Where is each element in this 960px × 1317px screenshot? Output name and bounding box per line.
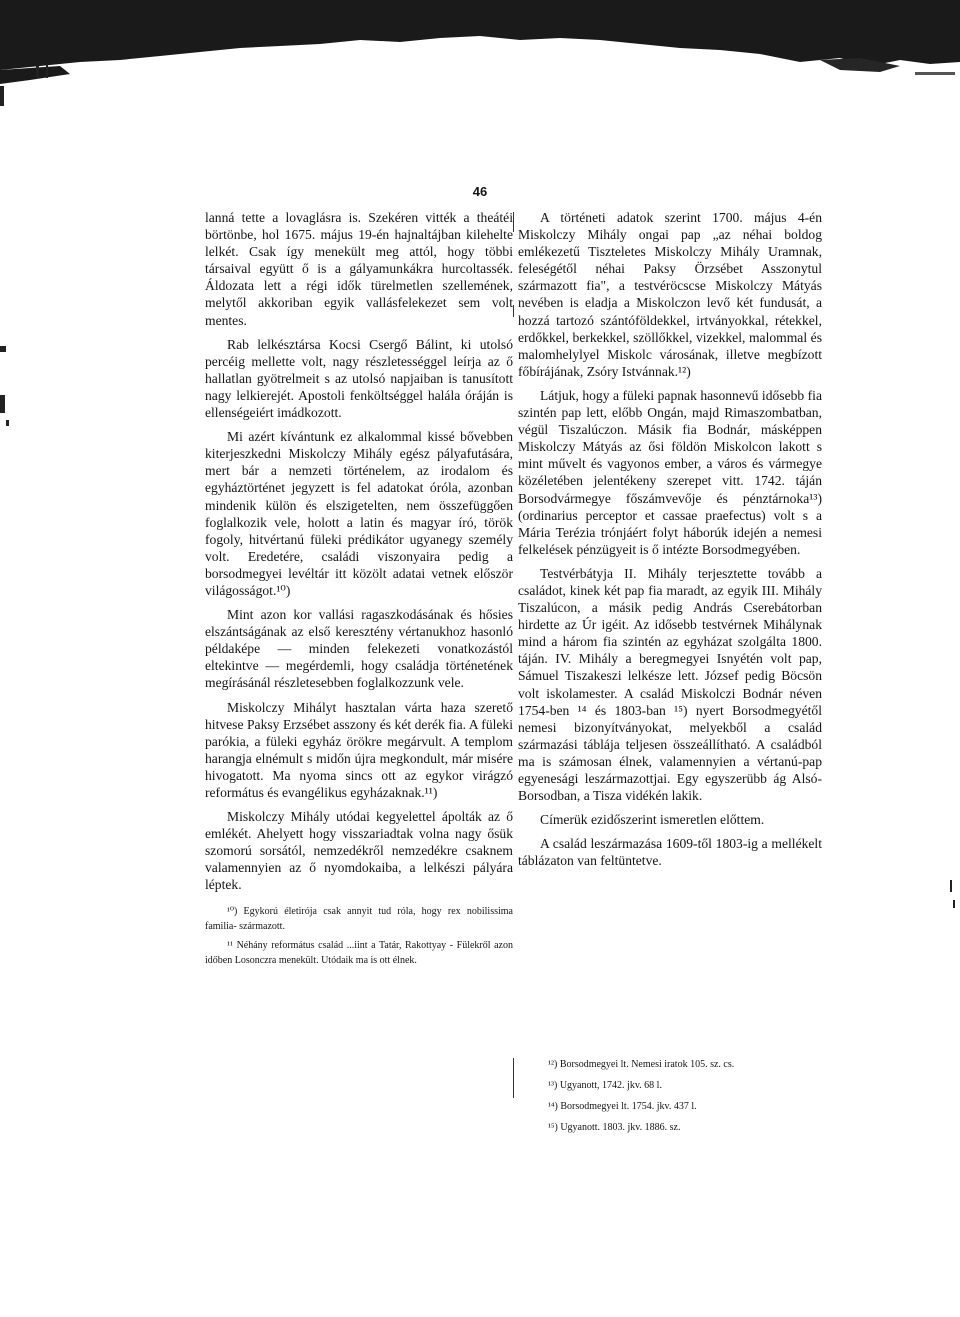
footnote-12: ¹²) Borsodmegyei lt. Nemesi iratok 105. sz. cs. xyxy=(548,1059,735,1070)
footnote-13: ¹³) Ugyanott, 1742. jkv. 68 l. xyxy=(548,1080,662,1091)
left-paragraph-3: Mi azért kívántunk ez alkalommal kissé bővebben kiterjeszkedni Miskolczy Mihály egész pályafutására, mert bár a nemzeti történelem, az irodalom és egyháztörténet jegyzett is fel adatokat óróla, azonban mindenik külön és elszigetelten, nem összefüggően foglalkozik vele, holott a latin és magyar író, török fogoly, hitvértanú füleki prédikátor ugyanegy személy volt. Eredetére, családi viszonyaira pedig a borsodmegyei levéltár itt közölt adatai vetnek először világosságot.¹⁰) xyxy=(205,429,513,598)
scan-speck xyxy=(6,420,9,426)
footnote-10: ¹⁰) Egykorú életirója csak annyit tud róla, hogy rex nobilissima familia- származott. xyxy=(205,905,513,933)
scan-speck xyxy=(950,880,952,892)
left-paragraph-2: Rab lelkésztársa Kocsi Csergő Bálint, ki utolsó percéig mellette volt, nagy részletességgel leírja az ő hallatlan gyötrelmeit s az utolsó napjaiban is tanusított nagy lelkierejét. Apostoli fenköltséggel halála óráján is ellenségeiért imádkozott. xyxy=(205,336,513,421)
footnote-15: ¹⁵) Ugyanott. 1803. jkv. 1886. sz. xyxy=(548,1122,681,1133)
left-paragraph-6: Miskolczy Mihály utódai kegyelettel ápolták az ő emlékét. Ahelyett hogy visszariadtak volna nagy ősük szomorú sorsától, nemzedékről nemzedékre csaknem valamennyien az ő nyomdokaiba, a lelkészi pályára léptek. xyxy=(205,809,513,893)
scan-border-artifact xyxy=(0,0,960,110)
right-paragraph-5: A család leszármazása 1609-től 1803-ig a mellékelt táblázaton van feltüntetve. xyxy=(518,836,822,869)
right-paragraph-3: Testvérbátyja II. Mihály terjesztette tovább a családot, kinek két pap fia maradt, az egyik III. Mihály Tiszalúcon, a másik pedig András Cserebátorban hirdette az Úr igéit. Az idősebb testvérnek Mihálynak mind a három fia szintén az egyházat szolgálta 1800. táján. IV. Mihály a beregmegyei Isnyétén volt pap, Sámuel Tiszakeszi lelkésze lett. József pedig Böcsön volt iskolamester. A család Miskolczi Bodnár néven 1754-ben ¹⁴ és 1803-ban ¹⁵) nyert Borsodmegyétől nemesi bizonyítványokat, melyekből a család származási táblája teljesen összeállítható. A családból ma is számosan élnek, valamennyien a vértanú-pap egyenesági leszármazottjai. Egy egyszerübb ág Alsó-Borsodban, a Tisza vidékén lakik. xyxy=(518,565,822,804)
right-paragraph-4: Címerük ezidőszerint ismeretlen előttem. xyxy=(540,812,765,828)
column-divider xyxy=(513,212,514,232)
scan-speck xyxy=(0,346,6,352)
column-divider-segment xyxy=(513,1058,514,1098)
left-footnotes xyxy=(205,904,513,969)
footnote-14: ¹⁴) Borsodmegyei lt. 1754. jkv. 437 l. xyxy=(548,1101,697,1112)
scan-speck xyxy=(953,900,955,908)
left-paragraph-1: lanná tette a lovaglásra is. Szekéren vitték a theátéi börtönbe, hol 1675. május 19-én hajnaltájban kilehelte lelkét. Csak így menekült meg attól, hogy többi társaival együtt ő is a gályamunkákra hurcoltassék. Áldozata lett a régi idők türelmetlen szellemének, melytől akkoriban egyik vallásfelekezet sem volt mentes. xyxy=(205,210,513,328)
left-column xyxy=(205,209,513,972)
left-paragraph-5: Miskolczy Mihályt hasztalan várta haza szerető hitvese Paksy Erzsébet asszony és két derék fia. A füleki parókia, a füleki egyház örökre megárvult. A templom harangja elnémult s midőn újra megkondult, már misére hivogatott. Ma nyoma sincs ott az egykor virágzó református és evangélikus egyházaknak.¹¹) xyxy=(205,699,513,800)
page-number: 46 xyxy=(472,184,488,199)
scan-speck xyxy=(0,395,5,413)
right-column xyxy=(518,209,822,869)
right-paragraph-1: A történeti adatok szerint 1700. május 4-én Miskolczy Mihály ongai pap „az néhai boldog emlékezetű Tiszteletes Miskolczy Mihály Uramnak, feleségétől néhai Paksy Örzsébet Asszonytul származott fia", a testvéröcscse Miskolczy Mátyás nevében is eladja a Miskolczon levő két fundusát, a hozzá tartozó szántóföldekkel, irtványokkal, rétekkel, erdőkkel, berkekkel, szöllőkkel, vizekkel, malommal és malomhelylyel Miskolc városának, illetve megbízott főbírájának, Zsóry Istvánnak.¹²) xyxy=(518,210,822,379)
left-paragraph-4: Mint azon kor vallási ragaszkodásának és hősies elszántságának az első keresztény vértanukhoz hasonló példaképe — minden felekezeti vonatkozástól eltekintve — megérdemli, hogy családja történetének megírásánál részletesebben foglalkozzunk vele. xyxy=(205,607,513,691)
footnote-11: ¹¹ Néhány református család ...iint a Tatár, Rakottyay - Fülekről azon időben Losonczra menekült. Utódaik ma is ott élnek. xyxy=(205,939,513,967)
right-footnotes xyxy=(548,1054,828,1138)
column-divider-segment xyxy=(513,305,514,317)
right-paragraph-2: Látjuk, hogy a füleki papnak hasonnevű idősebb fia szintén pap lett, előbb Ongán, majd Rimaszombatban, végül Tiszalúczon. Másik fia Bodnár, másképpen Miskolczy Mátyás az ősi földön Miskolcon lakott s mint művelt és vagyonos ember, a város és vármegye közéletében jelentékeny szerepet vitt. 1742. táján Borsodvármegye főszámvevője és pénztárnoka¹³) (ordinarius perceptor et cassae praefectus) volt s a Mária Terézia trónjáért folyt háborúk idején a nemesi felkelések pénzügyeit is ő intézte Borsodmegyében. xyxy=(518,387,822,557)
